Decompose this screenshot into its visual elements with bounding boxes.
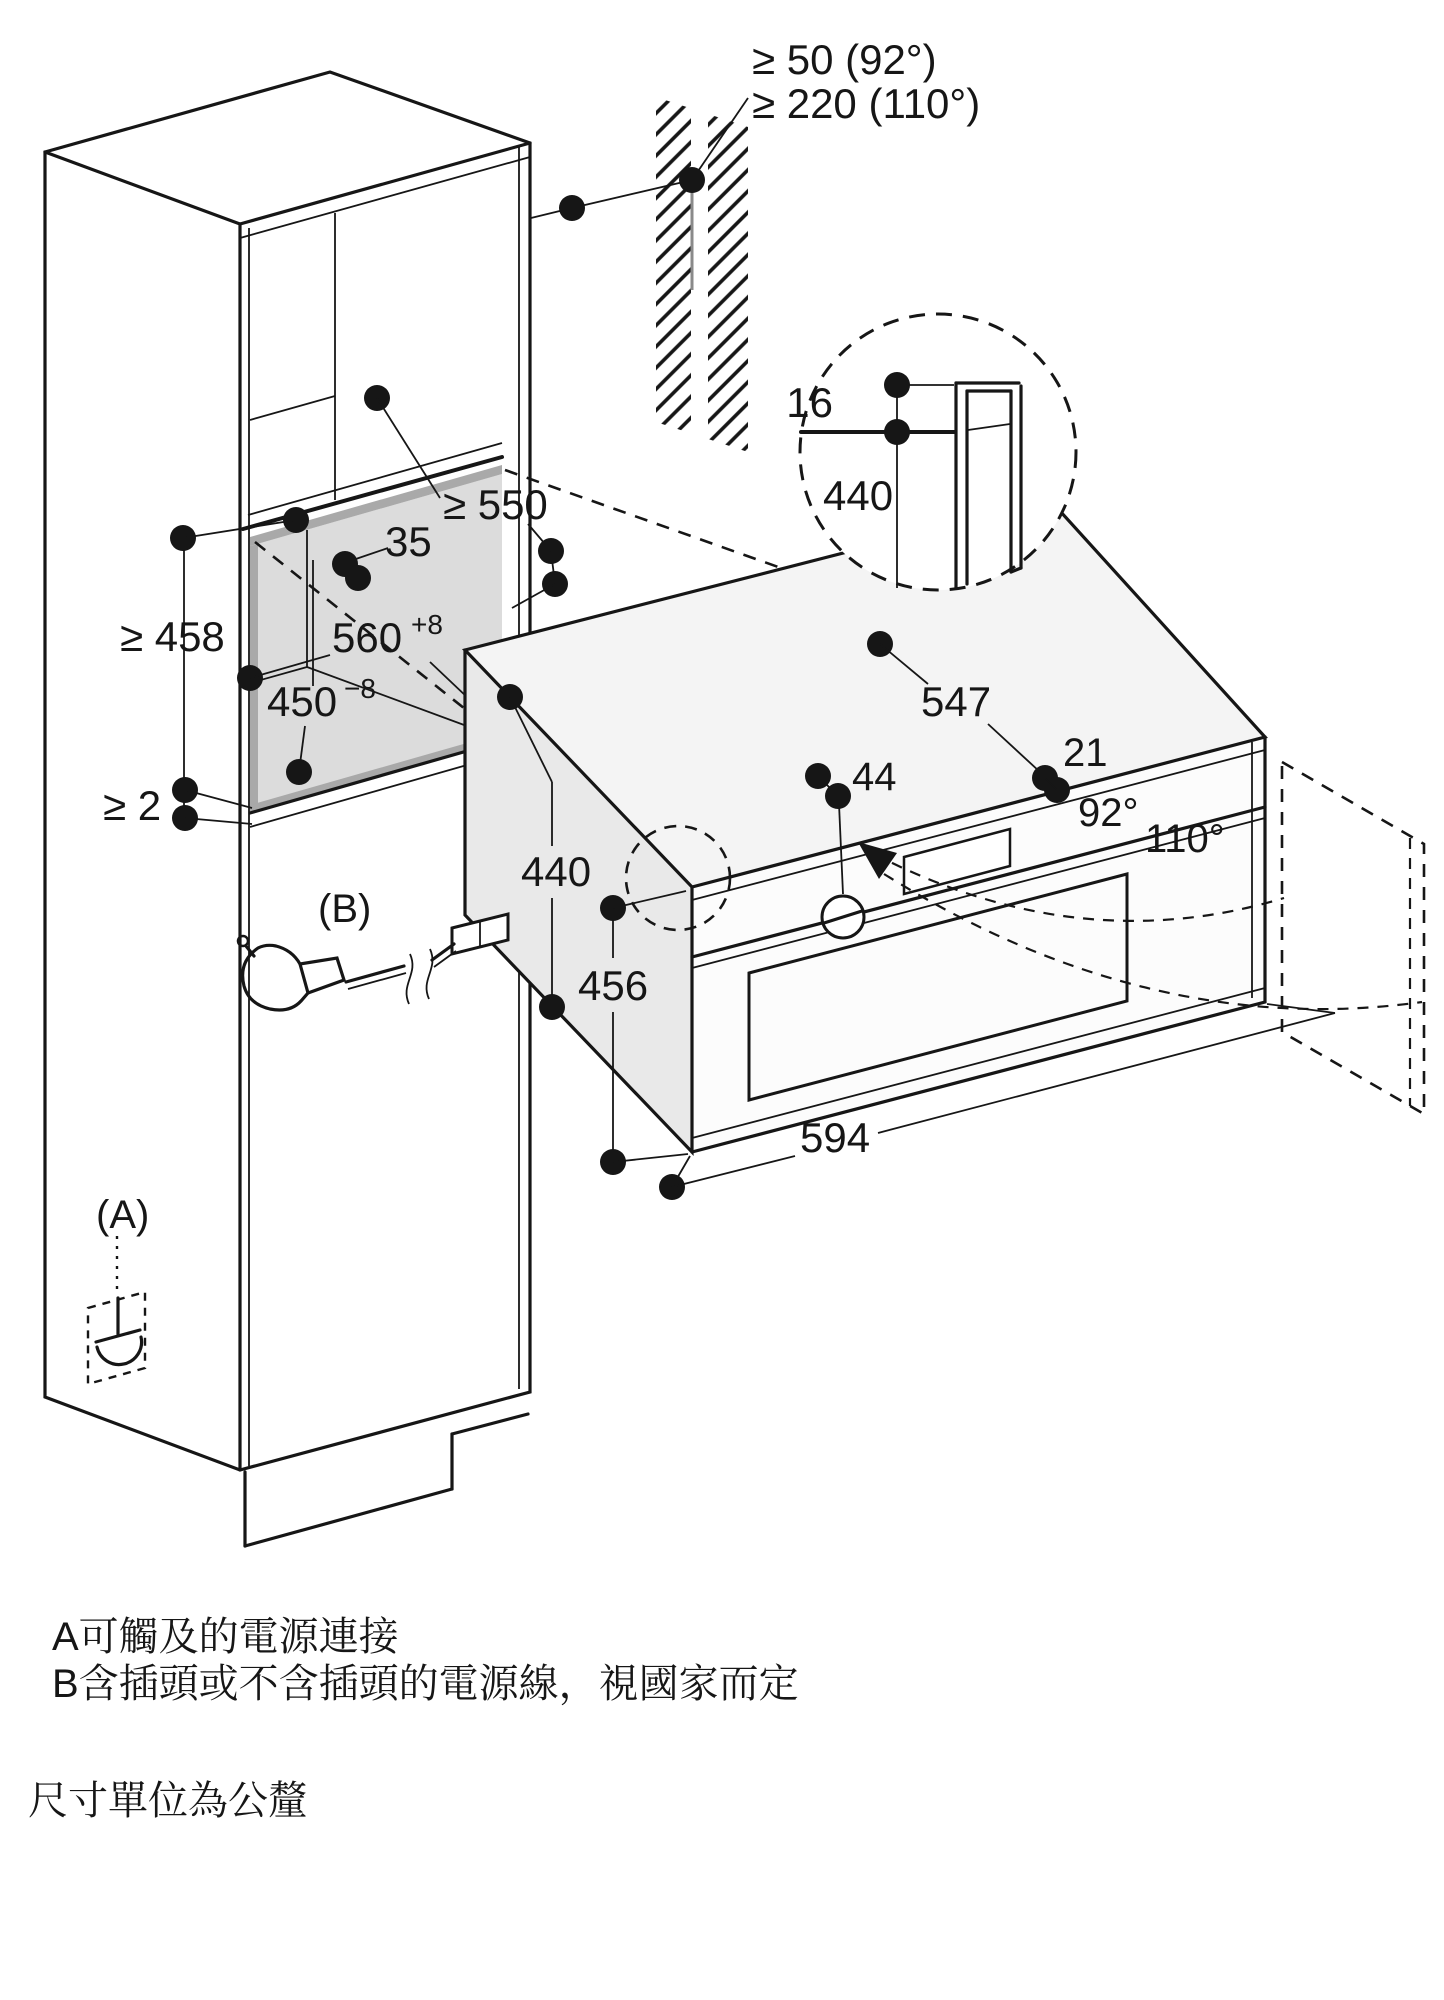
top-clearance-92: ≥ 50 (92°) <box>752 36 937 83</box>
control-knob <box>822 896 864 938</box>
callout-a-label: (A) <box>96 1193 150 1237</box>
detail-circle <box>786 314 1076 590</box>
oven-width-label: 594 <box>800 1114 871 1161</box>
niche-width-label: 560 <box>332 614 403 661</box>
detail-height-label: 440 <box>823 472 894 519</box>
notes <box>28 1615 799 1823</box>
oven-knob-depth-label: 44 <box>852 755 897 799</box>
note-a: A可觸及的電源連接 <box>52 1615 399 1659</box>
swing-angle-92-label: 92° <box>1078 791 1139 835</box>
niche-width-tolerance: +8 <box>411 609 443 640</box>
oven <box>452 500 1265 1152</box>
callout-b-label: (B) <box>318 887 372 931</box>
note-units: 尺寸單位為公釐 <box>28 1779 308 1823</box>
niche-depth-label: ≥ 550 <box>443 481 548 528</box>
niche-min-height-label: ≥ 458 <box>120 613 225 660</box>
niche-min-gap-label: ≥ 2 <box>103 782 162 829</box>
niche-height-label: 450 <box>267 678 338 725</box>
note-b: B含插頭或不含插頭的電源線，視國家而定 <box>52 1662 799 1706</box>
swing-angle-110-label: 110° <box>1145 817 1225 861</box>
detail-thickness-label: 16 <box>786 379 833 426</box>
oven-body-height-label: 440 <box>521 848 592 895</box>
oven-depth-label: 547 <box>921 678 992 725</box>
oven-front-height-label: 456 <box>578 962 649 1009</box>
niche-height-tolerance: −8 <box>344 673 376 704</box>
top-clearance-110: ≥ 220 (110°) <box>752 80 981 127</box>
oven-door-thickness-label: 21 <box>1063 731 1108 775</box>
niche-offset-label: 35 <box>385 518 432 565</box>
open-door-dashed-outline <box>1282 762 1424 1114</box>
